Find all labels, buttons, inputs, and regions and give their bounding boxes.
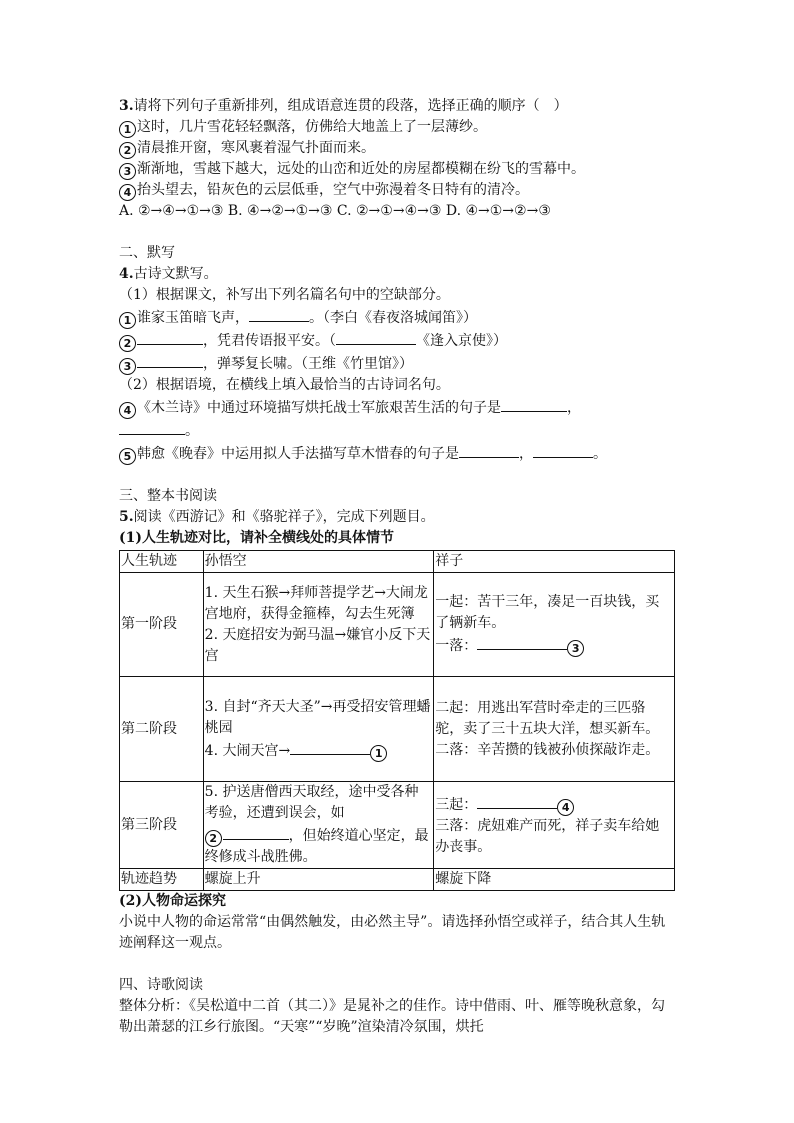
q4-line-3: 3 ，弹琴复长啸。（王维《竹里馆》） [119, 352, 679, 375]
table-row [120, 869, 675, 891]
circled-number: 3 [119, 163, 136, 180]
q4-line-4: 4 《木兰诗》中通过环境描写烘托战士军旅艰苦生活的句子是 ， [119, 396, 679, 419]
q5-sub2: (2)人物命运探究 [119, 893, 226, 909]
circled-number: 4 [557, 799, 574, 816]
row-label: 轨迹趋势 [120, 869, 204, 891]
q4-part1: （1）根据课文，补写出下列名篇名句中的空缺部分。 [119, 287, 450, 303]
table-header: 祥子 [434, 551, 675, 573]
q4-line-4-cont: 。 [119, 419, 679, 442]
row-label: 第一阶段 [120, 573, 204, 677]
q4-title: 4.古诗文默写。 [119, 266, 218, 282]
circled-number: 4 [119, 184, 136, 201]
circled-number: 1 [119, 312, 136, 329]
circled-number: 1 [119, 121, 136, 138]
trajectory-table [119, 550, 675, 891]
answer-blank-4[interactable] [477, 793, 557, 809]
q4-line-5: 5 韩愈《晚春》中运用拟人手法描写草木惜春的句子是 ， 。 [119, 442, 679, 465]
table-cell: 三起： 4 三落：虎妞难产而死，祥子卖车给她办丧事。 [434, 782, 675, 869]
table-cell: 螺旋下降 [434, 869, 675, 891]
q3-item-2: 2 清晨推开窗，寒风裹着湿气扑面而来。 [119, 138, 679, 159]
row-label: 第二阶段 [120, 677, 204, 782]
table-header: 孙悟空 [203, 551, 434, 573]
document-content [119, 96, 679, 1038]
table-cell: 5. 护送唐僧西天取经，途中受各种考验，还遭到误会，如 2 ，但始终道心坚定，最终修成斗战胜佛。 [203, 782, 434, 869]
circled-number: 2 [119, 142, 136, 159]
section-heading: 四、诗歌阅读 [119, 977, 203, 993]
table-row [120, 677, 675, 782]
answer-blank-2[interactable] [223, 824, 289, 840]
answer-blank[interactable] [533, 442, 593, 458]
q5-title: 5.阅读《西游记》和《骆驼祥子》，完成下列题目。 [119, 509, 435, 525]
q4-part2: （2）根据语境，在横线上填入最恰当的古诗词名句。 [119, 377, 450, 393]
q5-sub2-text: 小说中人物的命运常常“由偶然触发，由必然主导”。请选择孙悟空或祥子，结合其人生轨迹阐释这一观点。 [119, 914, 666, 951]
table-row [120, 782, 675, 869]
answer-blank[interactable] [459, 442, 519, 458]
circled-number: 3 [567, 640, 584, 657]
circled-number: 2 [205, 830, 222, 847]
table-cell: 1. 天生石猴→拜师菩提学艺→大闹龙宫地府，获得金箍棒，勾去生死簿 2. 天庭招安为弼马温→嫌官小反下天宫 [203, 573, 434, 677]
answer-blank[interactable] [249, 306, 309, 322]
table-cell: 螺旋上升 [203, 869, 434, 891]
row-label: 第三阶段 [120, 782, 204, 869]
q3-options: A. ②→④→①→③ B. ④→②→①→③ C. ②→①→④→③ D. ④→①→②→③ [119, 203, 551, 219]
circled-number: 3 [119, 358, 136, 375]
circled-number: 4 [119, 402, 136, 419]
table-row [120, 573, 675, 677]
table-cell: 一起：苦干三年，凑足一百块钱，买了辆新车。 一落： 3 [434, 573, 675, 677]
answer-blank[interactable] [119, 419, 185, 435]
q5-sub1: (1)人生轨迹对比，请补全横线处的具体情节 [119, 530, 394, 546]
q4-line-1: 1 谁家玉笛暗飞声， 。（李白《春夜洛城闻笛》） [119, 306, 679, 329]
poem-analysis-text: 整体分析：《吴松道中二首（其二）》是晁补之的佳作。诗中借雨、叶、雁等晚秋意象，勾勒出萧瑟的江乡行旅图。“天寒”“岁晚”渲染清冷氛围，烘托 [119, 998, 665, 1035]
table-cell: 二起：用逃出军营时牵走的三匹骆驼，卖了三十五块大洋，想买新车。 二落：辛苦攒的钱被孙侦探敲诈走。 [434, 677, 675, 782]
table-cell: 3. 自封“齐天大圣”→再受招安管理蟠桃园 4. 大闹天宫→ 1 [203, 677, 434, 782]
answer-blank-1[interactable] [290, 739, 370, 755]
circled-number: 5 [119, 448, 136, 465]
q3-item-1: 1 这时，几片雪花轻轻飘落，仿佛给大地盖上了一层薄纱。 [119, 117, 679, 138]
section-heading: 二、默写 [119, 245, 175, 261]
table-header: 人生轨迹 [120, 551, 204, 573]
answer-blank[interactable] [137, 329, 203, 345]
circled-number: 2 [119, 335, 136, 352]
q3-title: 3.请将下列句子重新排列，组成语意连贯的段落，选择正确的顺序（ ） [119, 98, 568, 114]
section-heading: 三、整本书阅读 [119, 488, 217, 504]
q3-item-3: 3 渐渐地，雪越下越大，远处的山峦和近处的房屋都模糊在纷飞的雪幕中。 [119, 159, 679, 180]
answer-blank[interactable] [501, 396, 567, 412]
circled-number: 1 [370, 745, 387, 762]
table-header-row [120, 551, 675, 573]
answer-blank[interactable] [137, 352, 203, 368]
q4-line-2: 2 ，凭君传语报平安。（ 《逢入京使》） [119, 329, 679, 352]
answer-blank-3[interactable] [477, 634, 567, 650]
q3-item-4: 4 抬头望去，铅灰色的云层低垂，空气中弥漫着冬日特有的清冷。 [119, 180, 679, 201]
answer-blank[interactable] [336, 329, 416, 345]
